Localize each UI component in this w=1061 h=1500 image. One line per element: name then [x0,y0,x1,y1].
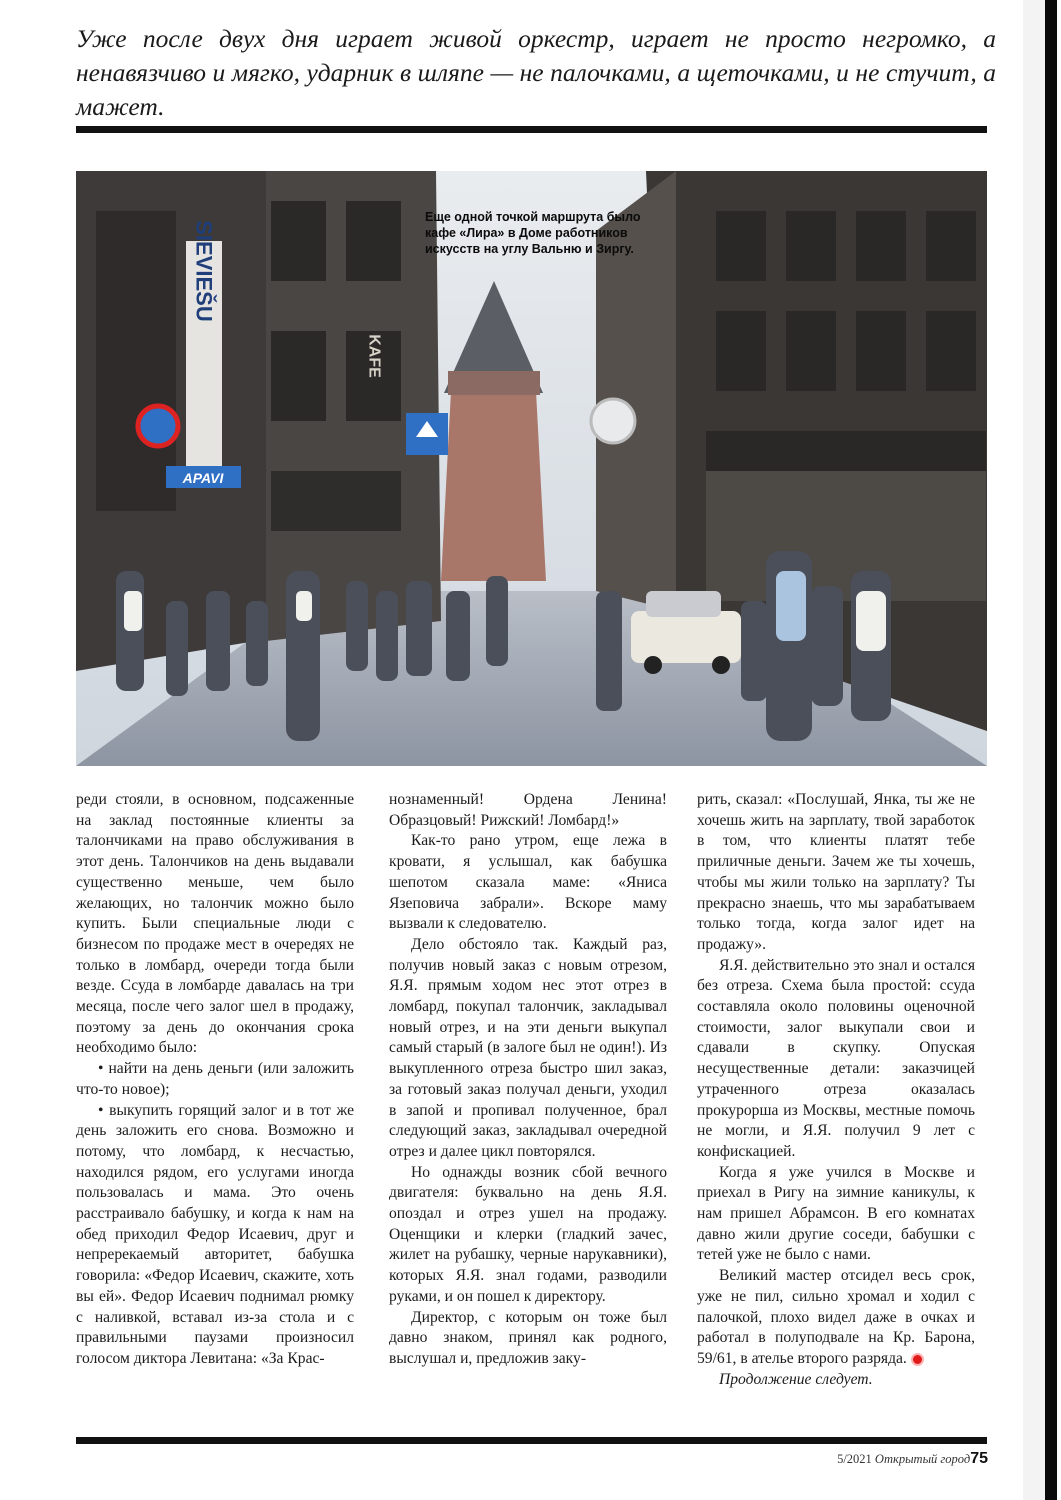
text-column-3 [697,790,975,1390]
bottom-rule [76,1437,987,1444]
end-of-article-icon [911,1353,924,1366]
edge-band [1023,0,1045,1500]
c1-paragraph: реди стояли, в основном, подсаженные на заклад постоянные клиенты за талончиками на право обслуживания в этот день. Талончиков на день выдавали существенно меньше, чем было желающих, но талончик можно было купить. Были специальные люди с бизнесом по продаже мест в очередях не только в ломбард, очереди тогда были везде. Ссуда в ломбарде давалась на три месяца, после чего залог шел в продажу, поэтому за день до окончания срока необходимо было: [76,791,354,1057]
c2-paragraph: Как-то рано утром, еще лежа в кровати, я услышал, как бабушка шепотом сказала маме: «Яниса Язеповича забрали». Вскоре маму вызвали к следователю. [389,832,667,933]
street-photo [76,171,987,766]
c2-paragraph: Директор, с которым он тоже был давно знаком, принял как родного, выслушал и, предложив заку- [389,1308,667,1367]
street-photo-illustration [76,171,987,766]
c2-paragraph: нознаменный! Ордена Ленина! Образцовый! Рижский! Ломбард!» [389,791,667,829]
lead-paragraph: Уже после двух дня играет живой оркестр, играет не просто негромко, а ненавязчиво и мягко, ударник в шляпе — не палочками, а щеточками, и не стучит, а мажет. [76,24,996,121]
page-edge-decoration [1023,0,1061,1500]
c1-bullet: • выкупить горящий залог и в тот же день заложить его снова. Возможно и потому, что ломбард, к несчастью, находился рядом, его услугами иногда пользовалась и мама. Это очень расстраивало бабушку, и когда к нам на обед приходил Федор Исаевич, друг и непререкаемый авторитет, бабушка говорила: «Федор Исаевич, скажите, хоть вы ей». Федор Исаевич поднимал рюмку с наливкой, вставал из-за стола и с правильными паузами произносил голосом диктора Левитана: «За Крас- [76,1101,354,1367]
c2-paragraph: Дело обстояло так. Каждый раз, получив новый заказ с новым отрезом, Я.Я. прямым ходом нес этот отрез в ломбард, покупал талончик, закладывал новый отрез, и на эти деньги выкупал самый старый (в залоге был не один!). Из выкупленного отреза быстро шил заказ, за готовый заказ получал деньги, уходил в запой и пропивал полученное, брал следующий заказ, закладывал очередной отрез и далее цикл повторялся. [389,935,667,1160]
text-column-2 [389,790,667,1370]
sign-kafe-text: KAFE [365,334,383,378]
c3-paragraph: рить, сказал: «Послушай, Янка, ты же не хочешь жить на зарплату, твой заработок в том, что клиенты платят тебе приличные деньги. Зачем же ты хочешь, чтобы мы жили только на зарплату? Ты прекрасно знаешь, что мы зарабатываем только тогда, когда залог идет на продажу». [697,791,975,953]
sign-horizontal-text: APAVI [182,470,224,486]
issue-number: 5/2021 [837,1452,872,1466]
c1-bullet: • найти на день деньги (или заложить что-то новое); [76,1060,354,1098]
c3-paragraph: Я.Я. действительно это знал и остался без отреза. Схема была простой: ссуда составляла около половины оценочной стоимости, залог выкупали свои и сдавали в скупку. Опуская несущественные детали: заказчицей утраченного отреза оказалась прокурорша из Москвы, местные помочь не могли, и Я.Я. получил 9 лет с конфискацией. [697,956,975,1160]
magazine-name: Открытый город [874,1452,971,1466]
c2-paragraph: Но однажды возник сбой вечного двигателя: буквально на день Я.Я. опоздал и отрез ушел на продажу. Оценщики и клерки (гладкий зачес, жилет на рубашку, черные нарукавники), которых Я.Я. знал годами, разводили руками, и он пошел к директору. [389,1163,667,1305]
continued-note: Продолжение следует. [719,1370,873,1388]
sign-vertical-text: SIEVIEŠU [191,220,217,322]
text-column-1 [76,790,354,1370]
c3-paragraph: Когда я уже учился в Москве и приехал в Ригу на зимние каникулы, к нам пришел Абрамсон. В его комнатах давно жили другие соседи, бабушки с тетей уже не было с нами. [697,1163,975,1264]
top-rule [76,126,987,133]
photo-caption: Еще одной точкой маршрута было кафе «Лира» в Доме работников искусств на углу Вальню и Зиргу. [425,210,641,256]
c3-last-text: Великий мастер отсидел весь срок, уже не пил, сильно хромал и ходил с палочкой, плохо видел даже в очках и работал в полуподвале на Кр. Барона, 59/61, в ателье второго разряда. [697,1267,975,1367]
page-footer [780,1450,988,1468]
c3-paragraph-last [697,1266,975,1370]
page-number: 75 [970,1450,988,1467]
edge-rule [1045,0,1057,1500]
